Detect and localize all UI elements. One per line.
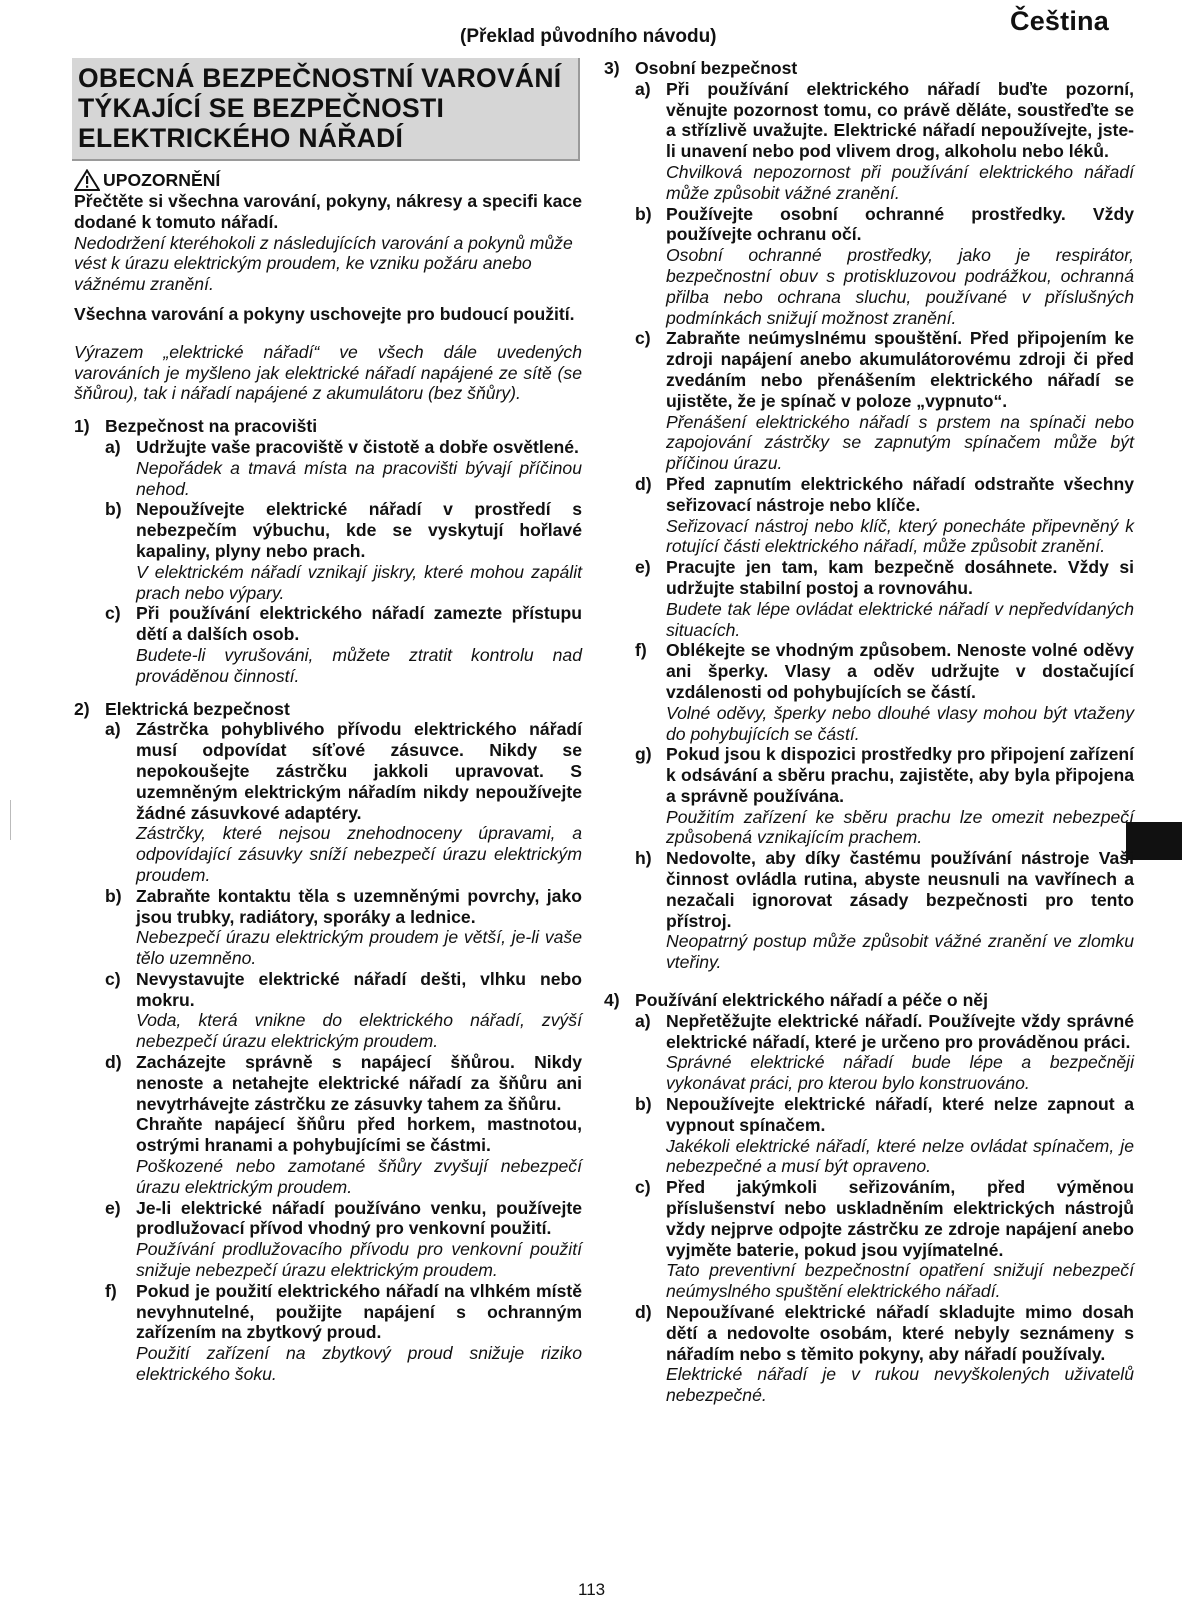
item-note: Voda, která vnikne do elektrického nářadí, zvýší nebezpečí úrazu elektrickým proudem.	[136, 1010, 582, 1052]
warning-heading	[74, 169, 582, 191]
item-note: Tato preventivní bezpečnostní opatření snižují nebezpečí neúmyslného spuštění elektrického nářadí.	[666, 1260, 1134, 1302]
language-label: Čeština	[1010, 6, 1109, 36]
section-2-items	[105, 719, 582, 1385]
list-item	[105, 499, 582, 603]
section-number: 4)	[604, 990, 620, 1011]
item-instruction: Pokud je použití elektrického nářadí na vlhkém místě nevyhnutelné, použijte napájení s ochranným zařízením na zbytkový proud.	[136, 1280, 582, 1343]
item-note: Nepořádek a tmavá místa na pracovišti bývají příčinou nehod.	[136, 457, 582, 499]
list-item	[635, 1011, 1134, 1094]
list-item	[635, 1177, 1134, 1302]
warning-label: UPOZORNĚNÍ	[103, 170, 221, 191]
item-label: a)	[635, 1010, 651, 1031]
item-label: a)	[635, 78, 651, 99]
section-title: Osobní bezpečnost	[635, 58, 798, 78]
item-instruction: Nepoužívané elektrické nářadí skladujte mimo dosah dětí a nedovolte osobám, které nebyly seznámeny s nářadím nebo s těmito pokyny, aby nářadí používaly.	[666, 1302, 1134, 1364]
item-instruction: Oblékejte se vhodným způsobem. Nenoste volné oděvy ani šperky. Vlasy a oděv udržujte v dostačující vzdálenosti od pohybujících se částí.	[666, 640, 1134, 702]
list-item	[635, 474, 1134, 557]
list-item	[105, 886, 582, 969]
item-instruction: Nedovolte, aby díky častému používání nástroje Vaši činnost ovládla rutina, abyste neusnuli na vavřínech a nezačali ignorovat zásady bezpečnosti pro tento přístroj.	[666, 848, 1134, 931]
item-note: Seřizovací nástroj nebo klíč, který ponecháte připevněný k rotující části elektrického nářadí, může způsobit zranění.	[666, 515, 1134, 557]
item-instruction: Při používání elektrického nářadí buďte pozorní, věnujte pozornost tomu, co právě děláte, soustřeďte se a střízlivě uvažujte. Elektrické nářadí nepoužívejte, jste-li unavení nebo pod vlivem drog, alkoholu nebo léků.	[666, 78, 1134, 162]
section-title: Používání elektrického nářadí a péče o něj	[635, 990, 988, 1011]
item-note: V elektrickém nářadí vznikají jiskry, které mohou zapálit prach nebo výpary.	[136, 561, 582, 603]
item-label: e)	[635, 557, 651, 578]
section-3-items	[635, 79, 1134, 973]
list-item	[105, 1052, 582, 1198]
item-instruction: Zabraňte neúmyslnému spouštění. Před připojením ke zdroji napájení anebo akumulátorovému zdroji či před zvedáním nebo přenášením elektrického nářadí se ujistěte, že je spínač v poloze „vypnuto“.	[666, 328, 1134, 411]
item-note: Správné elektrické nářadí bude lépe a bezpečněji vykonávat práci, pro kterou bylo konstruováno.	[666, 1052, 1134, 1094]
warning-triangle-icon	[74, 169, 100, 191]
page-number: 113	[578, 1580, 606, 1599]
left-column	[74, 58, 582, 1385]
list-item	[105, 719, 582, 885]
item-instruction: Je-li elektrické nářadí používáno venku, používejte prodlužovací přívod vhodný pro venkovní použití.	[136, 1197, 582, 1239]
section-4-items	[635, 1011, 1134, 1406]
list-item	[635, 557, 1134, 640]
item-note: Volné oděvy, šperky nebo dlouhé vlasy mohou být vtaženy do pohybujících se částí.	[666, 702, 1134, 744]
section-title: Bezpečnost na pracovišti	[105, 416, 318, 437]
item-instruction: Před jakýmkoli seřizováním, před výměnou příslušenství nebo uskladněním elektrických nástrojů vždy nejprve odpojte zástrčku ze zdroje napájení anebo vyjměte baterie, pokud jsou vyjímatelné.	[666, 1177, 1134, 1260]
item-note: Osobní ochranné prostředky, jako je respirátor, bezpečnostní obuv s protiskluzovou podrážkou, ochranná přilba nebo ochrana sluchu, používané v příslušných podmínkách snižují možnost zranění.	[666, 245, 1134, 328]
list-item	[635, 79, 1134, 204]
item-instruction: Používejte osobní ochranné prostředky. Vždy používejte ochranu očí.	[666, 203, 1134, 245]
item-instruction: Zabraňte kontaktu těla s uzemněnými povrchy, jako jsou trubky, radiátory, sporáky a lednice.	[136, 885, 582, 927]
item-instruction: Pokud jsou k dispozici prostředky pro připojení zařízení k odsávání a sběru prachu, zajistěte, aby byla připojena a správně používána.	[666, 744, 1134, 806]
section-number: 3)	[604, 58, 620, 78]
list-item	[105, 1281, 582, 1385]
item-label: a)	[105, 719, 121, 740]
warning-keep: Všechna varování a pokyny uschovejte pro budoucí použití.	[74, 303, 575, 324]
item-note: Zástrčky, které nejsou znehodnoceny úpravami, a odpovídající zásuvky sníží nebezpečí úrazu elektrickým proudem.	[136, 823, 582, 885]
item-label: d)	[635, 1302, 652, 1323]
item-note: Jakékoli elektrické nářadí, které nelze ovládat spínačem, je nebezpečné a musí být opraveno.	[666, 1135, 1134, 1177]
item-instruction: Nepoužívejte elektrické nářadí v prostředí s nebezpečím výbuchu, kde se vyskytují hořlavé kapaliny, plyny nebo prach.	[136, 499, 582, 561]
item-instruction: Nevystavujte elektrické nářadí dešti, vlhku nebo mokru.	[136, 968, 582, 1010]
section-4-heading	[604, 990, 1134, 1011]
item-label: b)	[635, 203, 652, 224]
item-instruction: Pracujte jen tam, kam bezpečně dosáhnete. Vždy si udržujte stabilní postoj a rovnováhu.	[666, 557, 1134, 598]
item-note: Použití zařízení na zbytkový proud snižuje riziko elektrického šoku.	[136, 1343, 582, 1385]
item-label: c)	[635, 1177, 651, 1198]
item-instruction: Při používání elektrického nářadí zamezte přístupu dětí a dalších osob.	[136, 603, 582, 645]
item-label: c)	[635, 328, 651, 349]
item-instruction: Zástrčka pohyblivého přívodu elektrického nářadí musí odpovídat síťové zásuvce. Nikdy se nepokoušejte zástrčku jakkoli upravovat. S uzemněným elektrickým nářadím nikdy nepoužívejte žádné zásuvkové adaptéry.	[136, 719, 582, 823]
section-1-items	[105, 437, 582, 687]
item-instruction: Před zapnutím elektrického nářadí odstraňte všechny seřizovací nástroje nebo klíče.	[666, 473, 1134, 515]
item-note: Budete-li vyrušováni, můžete ztratit kontrolu nad prováděnou činností.	[136, 644, 582, 686]
right-column	[604, 58, 1134, 1406]
list-item	[105, 437, 582, 499]
item-label: b)	[635, 1094, 652, 1115]
item-note: Chvilková nepozornost při používání elektrického nářadí může způsobit vážné zranění.	[666, 161, 1134, 203]
list-item	[635, 204, 1134, 329]
item-label: b)	[105, 499, 122, 520]
list-item	[635, 1302, 1134, 1406]
warning-read-all: Přečtěte si všechna varování, pokyny, nákresy a specifi kace dodané k tomuto nářadí.	[74, 191, 582, 232]
section-3-heading	[604, 58, 1134, 79]
list-item	[635, 328, 1134, 474]
language-tab-marker	[1126, 822, 1182, 860]
item-label: a)	[105, 436, 121, 457]
item-note: Elektrické nářadí je v rukou nevyškolených uživatelů nebezpečné.	[666, 1364, 1134, 1406]
item-label: d)	[105, 1052, 122, 1073]
edge-mark	[10, 800, 11, 840]
list-item	[635, 848, 1134, 973]
warning-consequence: Nedodržení kteréhokoli z následujících varování a pokynů může vést k úrazu elektrickým proudem, ke vzniku požáru anebo vážnému zranění.	[74, 232, 573, 295]
item-instruction: Udržujte vaše pracoviště v čistotě a dobře osvětlené.	[136, 436, 579, 457]
item-label: h)	[635, 848, 652, 869]
item-note: Přenášení elektrického nářadí s prstem na spínači nebo zapojování zástrčky se zapnutým spínačem může být příčinou úrazu.	[666, 411, 1134, 474]
item-label: f)	[635, 640, 647, 661]
item-note: Použitím zařízení ke sběru prachu lze omezit nebezpečí způsobená vznikajícím prachem.	[666, 806, 1134, 848]
item-label: g)	[635, 744, 652, 765]
item-instruction-2: Chraňte napájecí šňůru před horkem, mastnotou, ostrými hranami a pohybujícími se částmi.	[136, 1114, 582, 1156]
item-note: Neopatrný postup může způsobit vážné zranění ve zlomku vteřiny.	[666, 931, 1134, 973]
section-2-heading	[74, 699, 582, 720]
item-label: d)	[635, 473, 652, 494]
item-note: Budete tak lépe ovládat elektrické nářadí v nepředvídaných situacích.	[666, 598, 1134, 640]
item-label: b)	[105, 885, 122, 906]
page-title: OBECNÁ BEZPEČNOSTNÍ VAROVÁNÍ TÝKAJÍCÍ SE BEZPEČNOSTI ELEKTRICKÉHO NÁŘADÍ	[72, 58, 580, 161]
list-item	[635, 640, 1134, 744]
section-1-heading	[74, 416, 582, 437]
item-instruction: Nepoužívejte elektrické nářadí, které nelze zapnout a vypnout spínačem.	[666, 1094, 1134, 1135]
warning-definition: Výrazem „elektrické nářadí“ ve všech dále uvedených varováních je myšleno jak elektrické nářadí napájené ze sítě (se šňůrou), tak i nářadí napájené z akumulátoru (bez šňůry).	[74, 341, 582, 404]
item-label: c)	[105, 968, 121, 989]
item-label: f)	[105, 1280, 117, 1301]
list-item	[105, 1198, 582, 1281]
item-note: Nebezpečí úrazu elektrickým proudem je větší, je-li vaše tělo uzemněno.	[136, 927, 582, 969]
list-item	[105, 603, 582, 686]
item-instruction: Nepřetěžujte elektrické nářadí. Používejte vždy správné elektrické nářadí, které je určeno pro prováděnou práci.	[666, 1010, 1134, 1052]
item-note: Poškozené nebo zamotané šňůry zvyšují nebezpečí úrazu elektrickým proudem.	[136, 1156, 582, 1197]
section-title: Elektrická bezpečnost	[105, 698, 290, 719]
section-number: 1)	[74, 416, 90, 437]
list-item	[105, 969, 582, 1052]
document-subtitle: (Překlad původního návodu)	[460, 26, 717, 47]
list-item	[635, 744, 1134, 848]
section-number: 2)	[74, 698, 90, 719]
list-item	[635, 1094, 1134, 1177]
item-note: Používání prodlužovacího přívodu pro venkovní použití snižuje nebezpečí úrazu elektrickým proudem.	[136, 1239, 582, 1281]
item-label: e)	[105, 1197, 121, 1218]
item-instruction: Zacházejte správně s napájecí šňůrou. Nikdy nenoste a netahejte elektrické nářadí za šňůru ani nevytrhávejte zástrčku ze zásuvky tahem za šňůru.	[136, 1052, 582, 1114]
item-label: c)	[105, 603, 121, 624]
